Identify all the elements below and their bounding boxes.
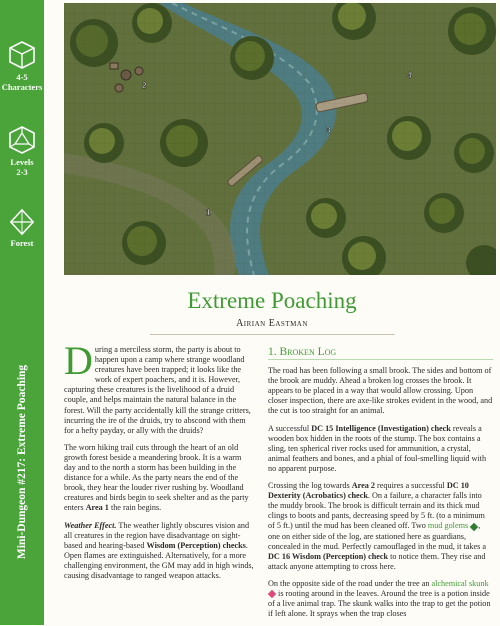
map-label-3: 3 — [326, 126, 331, 135]
series-title: Mini-Dungeon #217: Extreme Poaching — [16, 364, 28, 560]
d8-die-icon — [8, 208, 36, 236]
heading-rule — [268, 359, 493, 360]
levels-label: Levels 2-3 — [10, 157, 34, 177]
battle-map — [64, 3, 496, 275]
terrain-label: Forest — [10, 238, 34, 248]
approach-paragraph: The worn hiking trail cuts through the heart of an old growth forest beside a meandering brook. It is a warm day and to the north a storm has been building in the distance for a while. As the party nears the end of the brook, they hear the louder river rushing by. Woodland creatures and birds begin to seek shelter and as the party enters Area 1 the rain begins. — [64, 442, 249, 513]
skunk-gem-icon — [268, 590, 276, 598]
d6-die-icon — [7, 40, 37, 70]
levels-block — [0, 125, 44, 177]
map-label-1: 1 — [206, 208, 211, 217]
log-paragraph: The road has been following a small brook. The sides and bottom of the brook are muddy. Ahead a broken log crosses the brook. It appears to be placed in a way that would allow crossing. Upon closer inspection, there are axe-like strokes evident in the wood, and the cut is too straight for an animal. — [268, 366, 493, 416]
right-column — [268, 345, 493, 626]
intro-paragraph: During a merciless storm, the party is about to happen upon a camp where strange woodland creatures have been trapped; it looks like the work of expert poachers, and it is. However, capturing these creatures is the livelihood of a druid couple, and helps maintain the natural balance in the forest. Will the party accidentally kill the strange critters, incurring the ire of the druids, try to abscond with them for a hefty payday, or ally with the druids? — [64, 338, 251, 435]
d20-die-icon — [7, 125, 37, 155]
map-label-2: 2 — [142, 81, 147, 90]
characters-block — [0, 40, 44, 92]
title-divider — [150, 334, 395, 335]
section-heading: 1. Broken Log — [268, 346, 337, 358]
mud-golems-link[interactable]: mud golems — [427, 521, 469, 531]
dropcap: D — [64, 338, 93, 383]
page-title: Extreme Poaching — [187, 288, 357, 313]
map-label-4: 4 — [407, 71, 412, 80]
author-byline: Airian Eastman — [236, 318, 308, 329]
weather-paragraph: Weather Effect. The weather lightly obscures vision and all creatures in the region have disadvantage on sight-based and hearing-based Wisdom (Perception) checks. Open flames are extinguished. Alternatively, for a more challenging environment, the GM may add in high winds, causing disadvantage to ranged weapon attacks. — [64, 520, 254, 580]
skunk-paragraph: On the opposite side of the road under the tree an alchemical skunk is rooting around in the leaves. Around the tree is a potion inside of a live animal trap. The skunk walks into the trap to get the potion if left alone. It sprays when the trap closes — [268, 578, 491, 619]
left-column — [64, 338, 254, 588]
characters-label: 4-5 Characters — [1, 72, 43, 92]
alchemical-skunk-link[interactable]: alchemical skunk — [431, 578, 489, 588]
investigation-paragraph: A successful DC 15 Intelligence (Investigation) check reveals a wooden box hidden in the roots of the stump. The box contains a sling, ten spherical river rocks used for ammunition, a crystal, animal feathers and bones, and a phial of foul-smelling liquid with no apparent purpose. — [268, 423, 487, 473]
crossing-paragraph: Crossing the log towards Area 2 requires a successful DC 10 Dexterity (Acrobatics) check. On a failure, a character falls into the muddy brook. The brook is difficult terrain and its thick mud clings to boots and pants, decreasing speed by 5 ft. (to a minimum of 5 ft.) until the mud has been cleaned off. Two mud golems , one on either side of the log, are stationed here as guardians, concealed in the mud. Perfectly camouflaged in the mud, it takes a DC 16 Wisdom (Perception) check to notice them. They rise and attack anyone attempting to cross here. — [268, 481, 487, 571]
sidebar — [0, 0, 44, 625]
terrain-block — [0, 208, 44, 248]
